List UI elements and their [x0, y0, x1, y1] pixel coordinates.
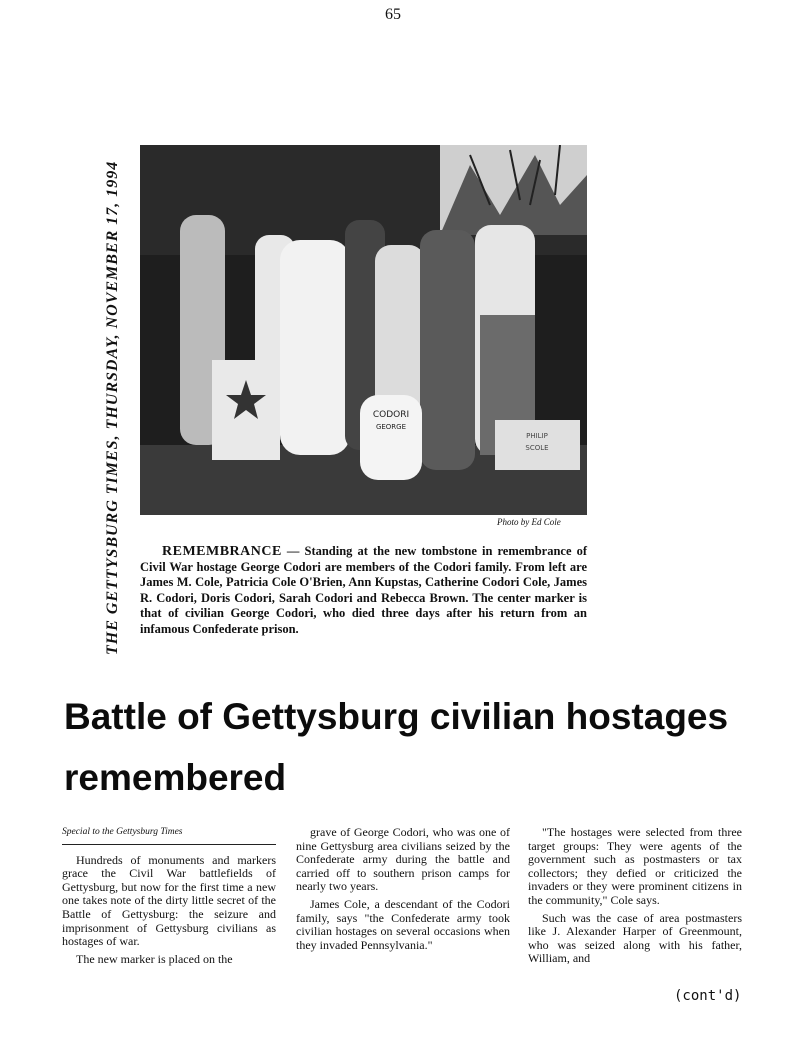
article-column-3 [528, 826, 742, 966]
photo-credit: Photo by Ed Cole [497, 517, 561, 527]
continued-note: (cont'd) [674, 988, 742, 1004]
paragraph: Such was the case of area postmasters like J. Alexander Harper of Greenmount, who was seized along with his father, William, and [528, 910, 742, 966]
photo-caption [140, 544, 587, 637]
paragraph: James Cole, a descendant of the Codori family, says "the Confederate army took civilian hostages on several occasions when they invaded Pennsylvania." [296, 896, 510, 952]
byline: Special to the Gettysburg Times [62, 826, 276, 845]
article-column-2 [296, 826, 510, 952]
marker-inscription: SCOLE [525, 444, 549, 452]
caption-text: — Standing at the new tombstone in remembrance of Civil War hostage George Codori are members of the Codori family. From left are James M. Cole, Patricia Cole O'Brien, Ann Kupstas, Catherine Codori Cole, James R. Codori, Doris Codori, Sarah Codori and Rebecca Brown. The center marker is that of civilian George Codori, who died three days after his return from an infamous Confederate prison. [140, 544, 587, 636]
paragraph: Hundreds of monuments and markers grace the Civil War battlefields of Gettysburg, but now for the first time a new one takes note of the dirty little secret of the Battle of Gettysburg: the seizure and imprisonment of Gettysburg civilians as hostages of war. [62, 852, 276, 949]
news-photo [140, 145, 587, 515]
article-column-1 [62, 826, 276, 966]
paragraph: The new marker is placed on the [76, 951, 233, 966]
newspaper-masthead: THE GETTYSBURG TIMES, THURSDAY, NOVEMBER 17, 1994 [104, 160, 121, 655]
marker-inscription: PHILIP [526, 432, 548, 440]
paragraph: "The hostages were selected from three target groups: They were agents of the government such as postmasters or tax collectors; they defied or criticized the invaders or they were prominent citizens in the community," Cole says. [528, 825, 742, 907]
article-headline: Battle of Gettysburg civilian hostages remembered [64, 696, 729, 798]
tombstone-inscription: CODORI [372, 410, 410, 420]
paragraph: grave of George Codori, who was one of nine Gettysburg area civilians seized by the Confederate army during the battle and carried off to southern prison camps for nearly two years. [296, 825, 510, 894]
caption-lead: REMEMBRANCE [162, 544, 282, 559]
tombstone-inscription: GEORGE [375, 423, 407, 431]
page-number: 65 [385, 6, 401, 23]
